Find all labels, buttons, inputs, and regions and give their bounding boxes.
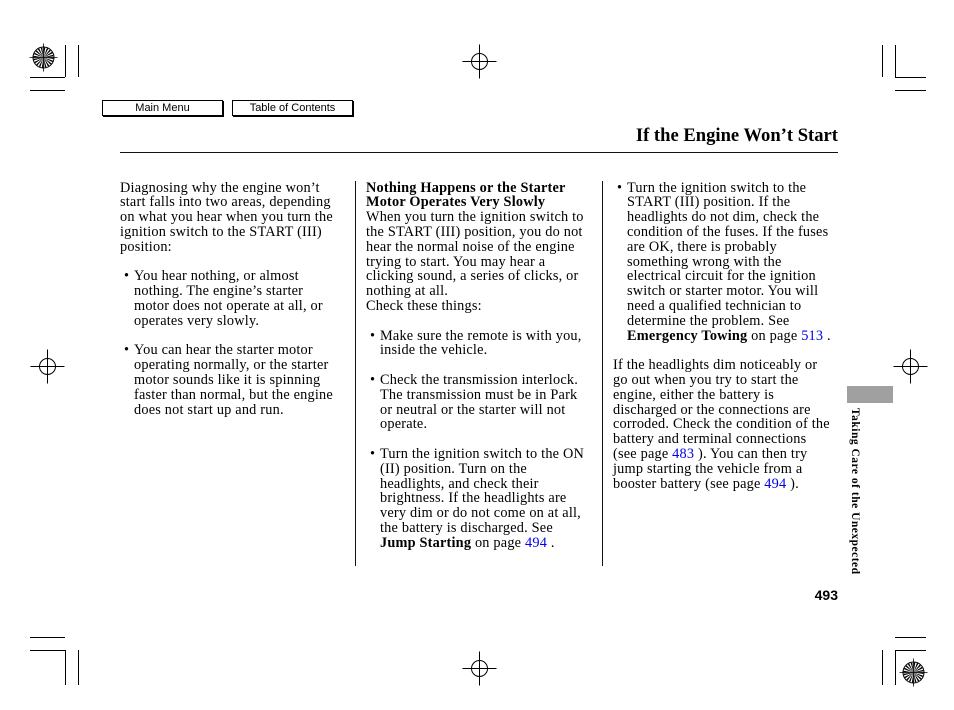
bullet-line: brightness. If the headlights are (380, 490, 567, 507)
bullet-line: are OK, there is probably (627, 238, 777, 255)
page-number: 493 (814, 587, 838, 603)
bullet-item (366, 447, 584, 551)
body-line: hear the normal noise of the engine (366, 238, 575, 255)
bullet-line: You hear nothing, or almost (134, 268, 299, 285)
reference-text: (see page (613, 445, 673, 462)
page-link[interactable]: 483 (672, 445, 695, 462)
page-title: If the Engine Won’t Start (635, 125, 838, 146)
registration-target-bottom-right (900, 659, 928, 687)
body-line: trying to start. You may hear a (366, 253, 546, 270)
column-1 (120, 181, 333, 418)
cross-reference-line (613, 477, 831, 492)
bullet-line: Make sure the remote is with you, (380, 327, 582, 344)
bullet-item (613, 181, 831, 344)
bullet-item (120, 343, 333, 417)
spacer (366, 314, 584, 329)
intro-line: ignition switch to the START (III) (120, 223, 322, 240)
column-divider (602, 181, 603, 566)
column-3 (613, 181, 831, 492)
page-link[interactable]: 494 (764, 475, 787, 492)
crosshair-bottom-center (463, 652, 497, 686)
body-line: When you turn the ignition switch to (366, 209, 584, 226)
column-divider (355, 181, 356, 566)
bullet-line: motor sounds like it is spinning (134, 371, 321, 388)
bullet-line: something wrong with the (627, 253, 782, 270)
body-line: engine, either the battery is (613, 386, 775, 403)
body-line: battery and terminal connections (613, 431, 807, 448)
bullet-item (120, 269, 333, 328)
main-menu-button[interactable]: Main Menu (102, 100, 223, 116)
body-line: discharged or the connections are (613, 401, 811, 418)
bullet-line: the battery is discharged. See (380, 519, 553, 536)
bullet-line: determine the problem. See (627, 312, 790, 329)
body-line: corroded. Check the condition of the (613, 416, 830, 433)
crosshair-right-middle (894, 350, 928, 384)
body-line: the START (III) position, you do not (366, 223, 583, 240)
reference-suffix: ). You can then try (694, 445, 808, 462)
bullet-line: operate. (380, 416, 428, 433)
bullet-glyph: • (370, 371, 376, 388)
body-line: Check these things: (366, 297, 482, 314)
body-line: go out when you try to start the (613, 371, 799, 388)
bullet-line: inside the vehicle. (380, 342, 488, 359)
registration-target-top-left (30, 44, 58, 72)
crosshair-top-center (463, 45, 497, 79)
crosshair-left-middle (31, 350, 65, 384)
bullet-line: (II) position. Turn on the (380, 460, 527, 477)
spacer (120, 329, 333, 344)
reference-text: on page (747, 327, 802, 344)
bullet-line: faster than normal, but the engine (134, 386, 333, 403)
bullet-item (366, 329, 584, 359)
column-2 (366, 181, 584, 551)
bullet-line: electrical circuit for the ignition (627, 268, 816, 285)
intro-line: position: (120, 238, 172, 255)
bullet-line: You can hear the starter motor (134, 342, 313, 359)
intro-line: on what you hear when you turn the (120, 209, 333, 226)
bullet-line: switch or starter motor. You will (627, 283, 819, 300)
bullet-glyph: • (124, 342, 130, 359)
bullet-line: condition of the fuses. If the fuses (627, 223, 829, 240)
body-line: clicking sound, a series of clicks, or (366, 268, 579, 285)
reference-text: booster battery (see page (613, 475, 765, 492)
section-heading-line: Nothing Happens or the Starter (366, 179, 566, 196)
bullet-line: The transmission must be in Park (380, 386, 578, 403)
bullet-glyph: • (370, 445, 376, 462)
page-link[interactable]: 513 (801, 327, 824, 344)
body-line: jump starting the vehicle from a (613, 460, 803, 477)
crop-mark-bottom-left (30, 638, 79, 686)
section-tab-marker (847, 386, 893, 403)
reference-text: on page (471, 534, 525, 551)
bullet-item (366, 373, 584, 432)
spacer (120, 255, 333, 270)
reference-title: Emergency Towing (627, 327, 748, 344)
crop-mark-top-right (883, 45, 927, 91)
body-line: If the headlights dim noticeably or (613, 357, 818, 374)
bullet-line: Check the transmission interlock. (380, 371, 578, 388)
bullet-line: Turn the ignition switch to the (627, 179, 807, 196)
bullet-line: START (III) position. If the (627, 194, 791, 211)
body-line: nothing at all. (366, 283, 449, 300)
reference-suffix: . (547, 534, 555, 551)
bullet-line: or neutral or the starter will not (380, 401, 566, 418)
reference-title: Jump Starting (380, 534, 472, 551)
cross-reference-line (613, 447, 831, 462)
bullet-line: operating normally, or the starter (134, 357, 329, 374)
bullet-line: operates very slowly. (134, 312, 260, 329)
bullet-line: does not start up and run. (134, 401, 284, 418)
cross-reference-line (380, 536, 584, 551)
spacer (366, 358, 584, 373)
bullet-glyph: • (370, 327, 376, 344)
cross-reference-line (627, 329, 831, 344)
bullet-line: Turn the ignition switch to the ON (380, 445, 585, 462)
reference-suffix: . (823, 327, 831, 344)
page-link[interactable]: 494 (525, 534, 548, 551)
header-rule (120, 152, 838, 153)
bullet-line: motor does not operate at all, or (134, 297, 323, 314)
bullet-glyph: • (617, 179, 623, 196)
bullet-line: headlights do not dim, check the (627, 209, 820, 226)
bullet-line: very dim or do not come on at all, (380, 505, 581, 522)
intro-line: Diagnosing why the engine won’t (120, 179, 320, 196)
table-of-contents-button[interactable]: Table of Contents (232, 100, 353, 116)
reference-suffix: ). (786, 475, 799, 492)
spacer (366, 432, 584, 447)
bullet-line: need a qualified technician to (627, 297, 802, 314)
section-tab-label: Taking Care of the Unexpected (849, 408, 861, 575)
section-heading-line: Motor Operates Very Slowly (366, 194, 546, 211)
bullet-line: nothing. The engine’s starter (134, 283, 304, 300)
bullet-line: headlights, and check their (380, 475, 539, 492)
intro-line: start falls into two areas, depending (120, 194, 331, 211)
spacer (613, 343, 831, 358)
bullet-glyph: • (124, 268, 130, 285)
